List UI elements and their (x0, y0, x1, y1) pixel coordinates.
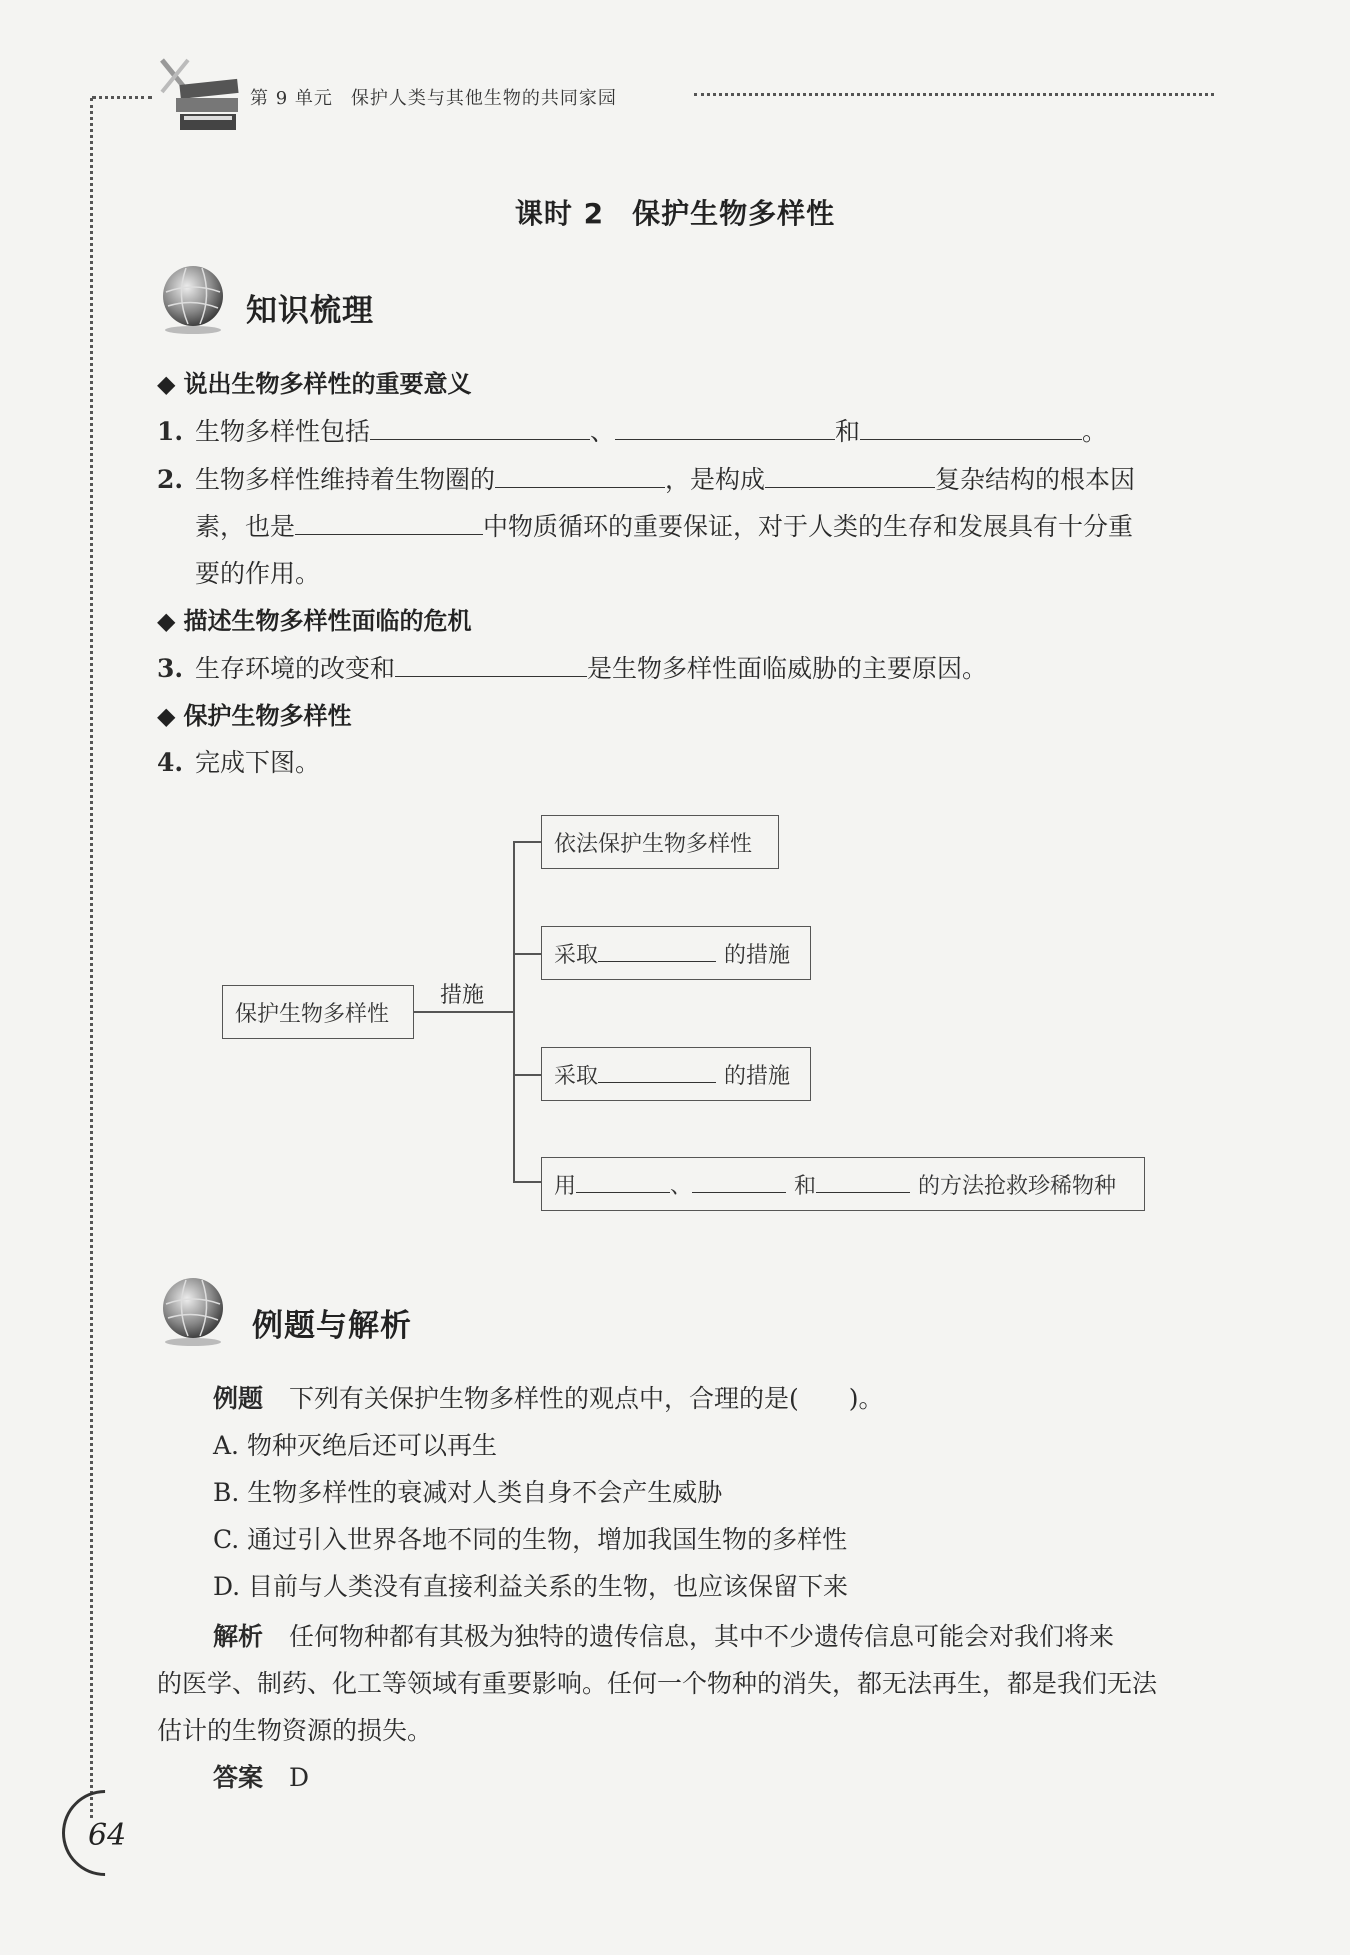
lesson-number: 课时 2 (514, 197, 605, 230)
option-c: C. 通过引入世界各地不同的生物，增加我国生物的多样性 (213, 1525, 848, 1554)
question-2-line-1 (157, 460, 1135, 496)
globe-icon (156, 1274, 230, 1348)
page-number: 64 (88, 1818, 127, 1853)
option-a: A. 物种灭绝后还可以再生 (213, 1431, 497, 1460)
question-number: 3. (157, 654, 184, 683)
answer-blank[interactable] (295, 512, 483, 535)
topic-heading-2 (157, 601, 471, 636)
answer-blank[interactable] (598, 945, 716, 962)
question-number: 4. (157, 748, 184, 777)
separator: 和 (794, 1173, 817, 1199)
answer-blank[interactable] (615, 417, 835, 440)
section-title-knowledge: 知识梳理 (246, 293, 374, 329)
answer-blank[interactable] (816, 1176, 910, 1193)
box-text: 采取 (554, 1063, 599, 1089)
box-text: 的方法抢救珍稀物种 (918, 1173, 1117, 1199)
separator: 和 (835, 417, 861, 446)
box-text: 采取 (554, 942, 599, 968)
unit-title: 保护人类与其他生物的共同家园 (350, 88, 617, 109)
question-2-line-2 (195, 507, 1133, 543)
box-text: 的措施 (724, 942, 791, 968)
option-b: B. 生物多样性的衰减对人类自身不会产生威胁 (213, 1478, 723, 1507)
question-text: 生存环境的改变和 (195, 654, 396, 683)
edge-label: 措施 (440, 983, 485, 1008)
answer-blank[interactable] (395, 654, 587, 677)
box-text: 的措施 (724, 1063, 791, 1089)
analysis-text: 任何物种都有其极为独特的遗传信息，其中不少遗传信息可能会对我们将来 (289, 1622, 1115, 1651)
diamond-bullet-icon: ◆ (157, 607, 176, 635)
question-text: ，是构成 (665, 465, 766, 494)
branch-line (513, 953, 541, 955)
unit-label: 第 9 单元 (250, 88, 333, 109)
answer-blank[interactable] (370, 417, 590, 440)
question-2-line-3: 要的作用。 (195, 559, 321, 588)
example-question-text: 下列有关保护生物多样性的观点中，合理的是( )。 (289, 1384, 884, 1413)
globe-icon (156, 262, 230, 336)
question-3 (157, 649, 987, 685)
analysis-line-1 (213, 1617, 1114, 1653)
diamond-bullet-icon: ◆ (157, 702, 176, 730)
diamond-bullet-icon: ◆ (157, 370, 176, 398)
separator: 、 (590, 417, 616, 446)
question-text: 中物质循环的重要保证，对于人类的生存和发展具有十分重 (483, 512, 1134, 541)
question-text: 生物多样性包括 (195, 417, 371, 446)
example-label: 例题 (213, 1384, 264, 1413)
answer-blank[interactable] (598, 1066, 716, 1083)
page-margin-dotted-rule (90, 98, 93, 1818)
topic-heading-text: 保护生物多样性 (183, 702, 352, 730)
header-dotted-rule-right (694, 93, 1214, 96)
header-unit-text (250, 84, 617, 110)
box-text: 用 (554, 1173, 577, 1199)
answer-line (213, 1758, 309, 1794)
topic-heading-1 (157, 364, 471, 399)
topic-heading-text: 描述生物多样性面临的危机 (183, 607, 472, 635)
analysis-line-2: 的医学、制药、化工等领域有重要影响。任何一个物种的消失，都无法再生，都是我们无法 (157, 1669, 1158, 1698)
question-4 (157, 743, 320, 779)
question-text: 完成下图。 (195, 748, 321, 777)
example-question (213, 1379, 884, 1415)
branch-trunk-line (513, 841, 515, 1181)
diagram-box-law: 依法保护生物多样性 (541, 815, 779, 869)
question-text: 生物多样性维持着生物圈的 (195, 465, 496, 494)
diagram-box-rescue (541, 1157, 1145, 1211)
branch-line (513, 1074, 541, 1076)
book-stack-icon (150, 52, 250, 142)
diagram-root-box: 保护生物多样性 (222, 985, 414, 1039)
question-text: 素，也是 (195, 512, 296, 541)
question-number: 2. (157, 465, 184, 494)
analysis-line-3: 估计的生物资源的损失。 (157, 1716, 433, 1745)
branch-line (513, 841, 541, 843)
answer-blank[interactable] (692, 1176, 786, 1193)
option-d: D. 目前与人类没有直接利益关系的生物，也应该保留下来 (213, 1572, 849, 1601)
topic-heading-3 (157, 696, 351, 731)
answer-blank[interactable] (860, 417, 1082, 440)
lesson-name: 保护生物多样性 (632, 197, 836, 230)
question-text: 是生物多样性面临威胁的主要原因。 (587, 654, 988, 683)
connector-line (414, 1011, 514, 1013)
end-mark: 。 (1082, 417, 1108, 446)
question-1 (157, 412, 1107, 448)
answer-value: D (289, 1763, 310, 1792)
topic-heading-text: 说出生物多样性的重要意义 (183, 370, 472, 398)
section-title-examples: 例题与解析 (252, 1308, 412, 1344)
diagram-box-measure-2 (541, 1047, 811, 1101)
answer-blank[interactable] (576, 1176, 670, 1193)
separator: 、 (670, 1173, 693, 1199)
header-dotted-rule-left (92, 96, 152, 99)
question-number: 1. (157, 417, 184, 446)
answer-label: 答案 (213, 1763, 264, 1792)
diagram-box-measure-1 (541, 926, 811, 980)
analysis-label: 解析 (213, 1622, 264, 1651)
answer-blank[interactable] (765, 465, 935, 488)
answer-blank[interactable] (495, 465, 665, 488)
branch-line (513, 1181, 541, 1183)
lesson-title (0, 192, 1350, 232)
question-text: 复杂结构的根本因 (935, 465, 1136, 494)
